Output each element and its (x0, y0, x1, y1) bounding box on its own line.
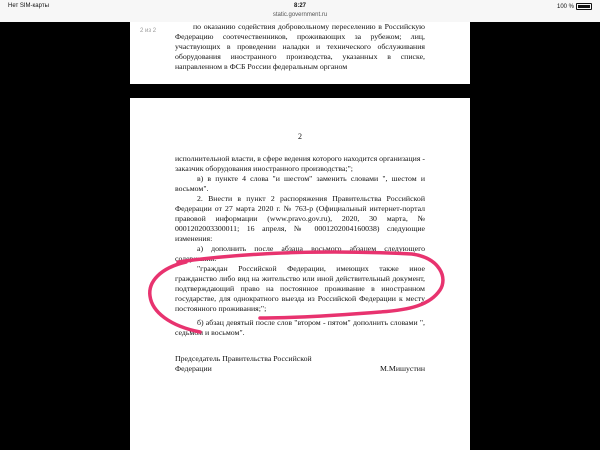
annotation-stroke-left (150, 262, 200, 332)
signature-name: М.Мишустин (380, 364, 426, 373)
page1-text: по оказанию содействия добровольному переселению в Российскую Федерацию соотечественников, проживающих за рубежом; лиц, участвующих в проведении наладки и технического обслуживания оборудования иностранного производства, указанных в списке, направленном в ФСБ России федеральным органом (175, 22, 425, 71)
paragraph-2: в) в пункте 4 слова "и шестом" заменить словами ", шестом и восьмом". (175, 174, 425, 193)
url-bar[interactable]: static.government.ru (0, 12, 600, 22)
paragraph-3: 2. Внести в пункт 2 распоряжения Правительства Российской Федерации от 27 марта 2020 г. № 763-р (Официальный интернет-портал правовой информации (www.pravo.gov.ru), 2020, 30 марта, № 0001202003300011; 16 апреля, № 0001202004160038) следующие изменения: (175, 194, 425, 243)
paragraph-5-highlighted: "граждан Российской Федерации, имеющих также иное гражданство либо вид на жительство или иной действительный документ, подтверждающий право на постоянное проживание в иностранном государстве, для однократного выезда из Российской Федерации к месту постоянного проживания;"; (175, 264, 425, 313)
page-number: 2 (298, 132, 302, 141)
paragraph-6: б) абзац девятый после слов "втором - пятом" дополнить словами ", седьмом и восьмом". (175, 318, 425, 337)
signature-title: Председатель Правительства Российской Федерации (175, 354, 312, 373)
page-indicator: 2 из 2 (140, 28, 157, 34)
paragraph-1: исполнительной власти, в сфере ведения которого находится организация - заказчик оборудования иностранного производства;"; (175, 154, 425, 173)
annotation-stroke-right (178, 252, 443, 318)
clock: 8:27 (293, 3, 306, 9)
battery-label: 100 % (556, 4, 574, 11)
paragraph-4: а) дополнить после абзаца восьмого абзацем следующего содержания: (175, 244, 425, 263)
carrier-label: Нет SIM-карты (8, 3, 49, 9)
